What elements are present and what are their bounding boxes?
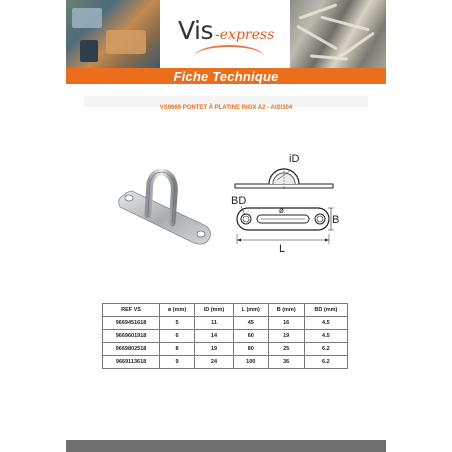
table-cell: 36 [268,356,304,369]
table-cell: 19 [268,330,304,343]
table-cell: 4.5 [304,317,347,330]
screw-shape [299,3,338,19]
specifications-table [102,303,348,369]
table-cell: 24 [195,356,234,369]
table-row [103,356,348,369]
table-cell: 9 [160,356,195,369]
table-header-row [103,304,348,317]
table-cell: 16 [268,317,304,330]
logo-main-text: Vis [178,16,214,45]
table-cell: 9669451618 [103,317,160,330]
table-row [103,317,348,330]
table-cell: 5 [160,317,195,330]
product-photo [114,165,214,245]
table-cell: 100 [233,356,268,369]
hole-diameter-label: BD [231,195,247,207]
product-title-band [84,96,368,111]
column-header: ø (mm) [160,304,195,317]
table-cell: 6.2 [304,343,347,356]
table-cell: 11 [195,317,234,330]
table-cell: 6 [160,330,195,343]
table-cell: 25 [268,343,304,356]
screws-photo [290,0,386,68]
table-cell: 45 [233,317,268,330]
width-label: B [332,214,339,226]
column-header: L (mm) [233,304,268,317]
length-label: L [279,243,286,255]
title-band [66,68,386,84]
wire-diameter-label: ø [279,206,284,215]
dimension-diagram [229,146,339,256]
logo-suffix-text: -express [215,27,275,43]
tools-photo [66,0,160,68]
side-view [235,153,333,188]
table-cell: 9669113618 [103,356,160,369]
table-row [103,330,348,343]
table-cell: 4.5 [304,330,347,343]
table-cell: 6.2 [304,356,347,369]
sheet-title: Fiche Technique [173,69,279,84]
table-cell: 80 [233,343,268,356]
table-cell: 9669601918 [103,330,160,343]
table-row [103,343,348,356]
table-cell: 14 [195,330,234,343]
technical-sheet-page [66,0,386,452]
toolbox-shape [72,8,102,28]
product-title: VS9669 PONTET À PLATINE INOX A2 - AISI304 [159,105,293,111]
column-header: iD (mm) [195,304,234,317]
tool-shape [80,40,98,62]
table-cell: 19 [195,343,234,356]
screw-shape [337,32,375,60]
column-header: BD (mm) [304,304,347,317]
top-view [231,195,339,255]
column-header: B (mm) [268,304,304,317]
footer-bar [66,440,386,452]
table-cell: 60 [233,330,268,343]
screw-shape [320,16,369,32]
table-cell: 8 [160,343,195,356]
column-header: REF VS [103,304,160,317]
screw-shape [296,25,337,51]
inner-diameter-label: iD [289,153,300,165]
header-banner [66,0,386,68]
hands-shape [106,30,146,54]
table-cell: 9669802518 [103,343,160,356]
